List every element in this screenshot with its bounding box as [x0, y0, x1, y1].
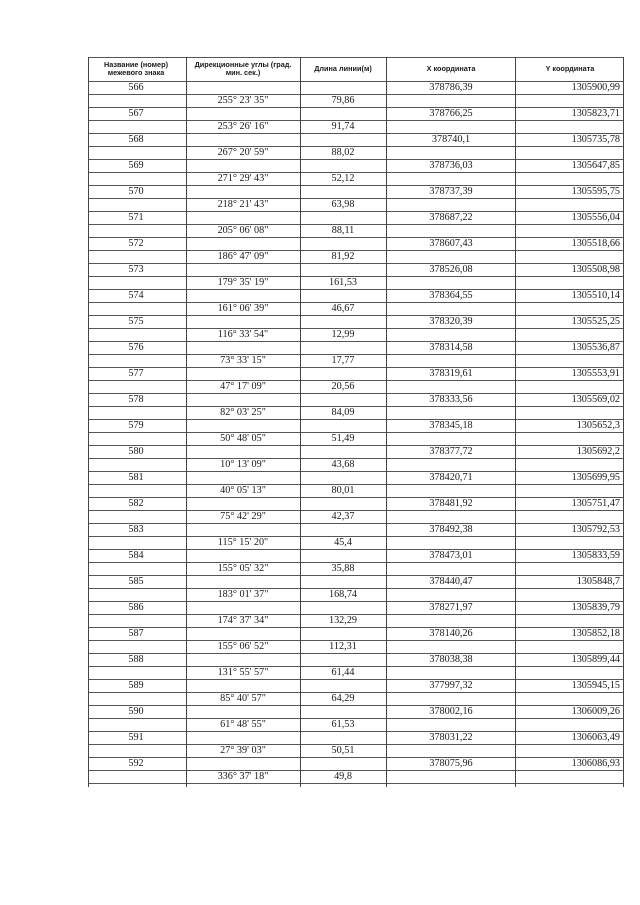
segment-direction-angle: 186° 47' 09" [217, 251, 269, 262]
segment-length: 35,88 [331, 563, 355, 574]
point-x-coordinate: 378377,72 [429, 446, 473, 457]
segment-direction-angle: 116° 33' 54" [217, 329, 269, 340]
point-y-coordinate: 1305751,47 [571, 498, 620, 509]
point-x-coordinate: 377997,32 [429, 680, 473, 691]
point-name: 591 [128, 732, 144, 743]
point-x-coordinate: 378345,18 [429, 420, 473, 431]
segment-length: 80,01 [331, 485, 355, 496]
segment-length: 168,74 [328, 589, 357, 600]
segment-length: 17,77 [331, 355, 355, 366]
boundary-coordinates-table [88, 57, 624, 787]
point-x-coordinate: 378786,39 [429, 82, 473, 93]
point-y-coordinate: 1305510,14 [571, 290, 620, 301]
point-y-coordinate: 1305735,78 [571, 134, 620, 145]
point-x-coordinate: 378314,58 [429, 342, 473, 353]
point-name: 575 [128, 316, 144, 327]
segment-length: 132,29 [328, 615, 357, 626]
point-name: 567 [128, 108, 144, 119]
segment-direction-angle: 10° 13' 09" [220, 459, 266, 470]
point-name: 579 [128, 420, 144, 431]
segment-length: 112,31 [329, 641, 357, 652]
point-x-coordinate: 378440,47 [429, 576, 473, 587]
point-y-coordinate: 1305945,15 [571, 680, 620, 691]
column-border [300, 57, 301, 787]
point-name: 578 [128, 394, 144, 405]
segment-length: 91,74 [331, 121, 355, 132]
segment-direction-angle: 131° 55' 57" [217, 667, 269, 678]
point-x-coordinate: 378333,56 [429, 394, 473, 405]
point-x-coordinate: 378075,96 [429, 758, 473, 769]
segment-direction-angle: 174° 37' 34" [217, 615, 269, 626]
point-x-coordinate: 378492,38 [429, 524, 473, 535]
point-y-coordinate: 1305692,2 [576, 446, 620, 457]
segment-direction-angle: 179° 35' 19" [217, 277, 269, 288]
point-name: 577 [128, 368, 144, 379]
table-header [88, 57, 624, 81]
point-x-coordinate: 378607,43 [429, 238, 473, 249]
point-name: 584 [128, 550, 144, 561]
column-border [88, 57, 89, 787]
segment-length: 49,8 [334, 771, 352, 782]
point-y-coordinate: 1305652,3 [576, 420, 620, 431]
segment-direction-angle: 205° 06' 08" [217, 225, 269, 236]
point-y-coordinate: 1305647,85 [571, 160, 620, 171]
point-y-coordinate: 1305848,7 [576, 576, 620, 587]
segment-direction-angle: 47° 17' 09" [220, 381, 266, 392]
segment-length: 63,98 [331, 199, 355, 210]
point-y-coordinate: 1306086,93 [571, 758, 620, 769]
segment-length: 61,53 [331, 719, 355, 730]
segment-length: 52,12 [331, 173, 355, 184]
point-name: 570 [128, 186, 144, 197]
header-y-coordinate: Y координата [545, 64, 595, 73]
point-name: 572 [128, 238, 144, 249]
header-point-name: Название (номер) межевого знака [103, 60, 168, 77]
point-x-coordinate: 378320,39 [429, 316, 473, 327]
point-name: 569 [128, 160, 144, 171]
segment-direction-angle: 255° 23' 35" [217, 95, 269, 106]
segment-direction-angle: 27° 39' 03" [220, 745, 266, 756]
point-name: 585 [128, 576, 144, 587]
point-name: 583 [128, 524, 144, 535]
point-x-coordinate: 378031,22 [429, 732, 473, 743]
segment-length: 79,86 [331, 95, 355, 106]
segment-direction-angle: 82° 03' 25" [220, 407, 266, 418]
column-border [515, 57, 516, 787]
point-name: 588 [128, 654, 144, 665]
point-x-coordinate: 378473,01 [429, 550, 473, 561]
point-x-coordinate: 378319,61 [429, 368, 473, 379]
segment-length: 51,49 [331, 433, 355, 444]
segment-length: 88,02 [331, 147, 355, 158]
point-name: 574 [128, 290, 144, 301]
point-name: 581 [128, 472, 144, 483]
segment-direction-angle: 73° 33' 15" [220, 355, 266, 366]
point-name: 566 [128, 82, 144, 93]
point-name: 580 [128, 446, 144, 457]
segment-direction-angle: 271° 29' 43" [217, 173, 269, 184]
segment-direction-angle: 218° 21' 43" [217, 199, 269, 210]
column-border [186, 57, 187, 787]
point-x-coordinate: 378740,1 [431, 134, 471, 145]
point-x-coordinate: 378687,22 [429, 212, 473, 223]
point-name: 568 [128, 134, 144, 145]
point-x-coordinate: 378766,25 [429, 108, 473, 119]
point-y-coordinate: 1305518,66 [571, 238, 620, 249]
point-y-coordinate: 1305699,95 [571, 472, 620, 483]
point-x-coordinate: 378271,97 [429, 602, 473, 613]
segment-direction-angle: 40° 05' 13" [220, 485, 266, 496]
point-x-coordinate: 378481,92 [429, 498, 473, 509]
point-name: 573 [128, 264, 144, 275]
segment-length: 46,67 [331, 303, 355, 314]
point-y-coordinate: 1305595,75 [571, 186, 620, 197]
point-name: 576 [128, 342, 144, 353]
segment-length: 43,68 [331, 459, 355, 470]
point-name: 589 [128, 680, 144, 691]
point-x-coordinate: 378140,26 [429, 628, 473, 639]
table-top-border [88, 57, 624, 58]
point-y-coordinate: 1305536,87 [571, 342, 620, 353]
point-name: 592 [128, 758, 144, 769]
segment-direction-angle: 155° 06' 52" [217, 641, 269, 652]
segment-direction-angle: 183° 01' 37" [217, 589, 269, 600]
segment-direction-angle: 253° 26' 16" [217, 121, 269, 132]
point-y-coordinate: 1305900,99 [571, 82, 620, 93]
point-y-coordinate: 1305556,04 [571, 212, 620, 223]
point-name: 586 [128, 602, 144, 613]
point-x-coordinate: 378736,03 [429, 160, 473, 171]
segment-direction-angle: 267° 20' 59" [217, 147, 269, 158]
point-name: 590 [128, 706, 144, 717]
point-y-coordinate: 1305508,98 [571, 264, 620, 275]
segment-direction-angle: 85° 40' 57" [220, 693, 266, 704]
segment-length: 88,11 [331, 225, 355, 236]
header-line-length: Длина линии(м) [314, 64, 372, 73]
segment-direction-angle: 115° 15' 20" [217, 537, 269, 548]
point-y-coordinate: 1305833,59 [571, 550, 620, 561]
segment-direction-angle: 61° 48' 55" [220, 719, 266, 730]
point-name: 582 [128, 498, 144, 509]
point-x-coordinate: 378420,71 [429, 472, 473, 483]
point-y-coordinate: 1305852,18 [571, 628, 620, 639]
point-y-coordinate: 1305839,79 [571, 602, 620, 613]
point-y-coordinate: 1306009,26 [571, 706, 620, 717]
segment-row-border [88, 783, 624, 784]
point-y-coordinate: 1305899,44 [571, 654, 620, 665]
segment-length: 81,92 [331, 251, 355, 262]
column-border [623, 57, 624, 787]
segment-length: 64,29 [331, 693, 355, 704]
segment-length: 161,53 [328, 277, 357, 288]
segment-direction-angle: 75° 42' 29" [220, 511, 266, 522]
header-direction-angle: Дирекционные углы (град. мин. сек.) [194, 60, 292, 77]
point-y-coordinate: 1306063,49 [571, 732, 620, 743]
column-border [386, 57, 387, 787]
point-name: 571 [128, 212, 144, 223]
segment-length: 42,37 [331, 511, 355, 522]
point-x-coordinate: 378002,16 [429, 706, 473, 717]
segment-length: 50,51 [331, 745, 355, 756]
segment-length: 61,44 [331, 667, 355, 678]
point-x-coordinate: 378526,08 [429, 264, 473, 275]
segment-direction-angle: 336° 37' 18" [217, 771, 269, 782]
point-x-coordinate: 378038,38 [429, 654, 473, 665]
point-y-coordinate: 1305823,71 [571, 108, 620, 119]
segment-length: 45,4 [334, 537, 352, 548]
segment-direction-angle: 155° 05' 32" [217, 563, 269, 574]
header-x-coordinate: X координата [426, 64, 476, 73]
point-y-coordinate: 1305569,02 [571, 394, 620, 405]
segment-length: 84,09 [331, 407, 355, 418]
point-y-coordinate: 1305792,53 [571, 524, 620, 535]
point-y-coordinate: 1305525,25 [571, 316, 620, 327]
point-y-coordinate: 1305553,91 [571, 368, 620, 379]
segment-direction-angle: 161° 06' 39" [217, 303, 269, 314]
point-name: 587 [128, 628, 144, 639]
point-x-coordinate: 378737,39 [429, 186, 473, 197]
segment-direction-angle: 50° 48' 05" [220, 433, 266, 444]
segment-length: 20,56 [331, 381, 355, 392]
segment-length: 12,99 [331, 329, 355, 340]
point-x-coordinate: 378364,55 [429, 290, 473, 301]
